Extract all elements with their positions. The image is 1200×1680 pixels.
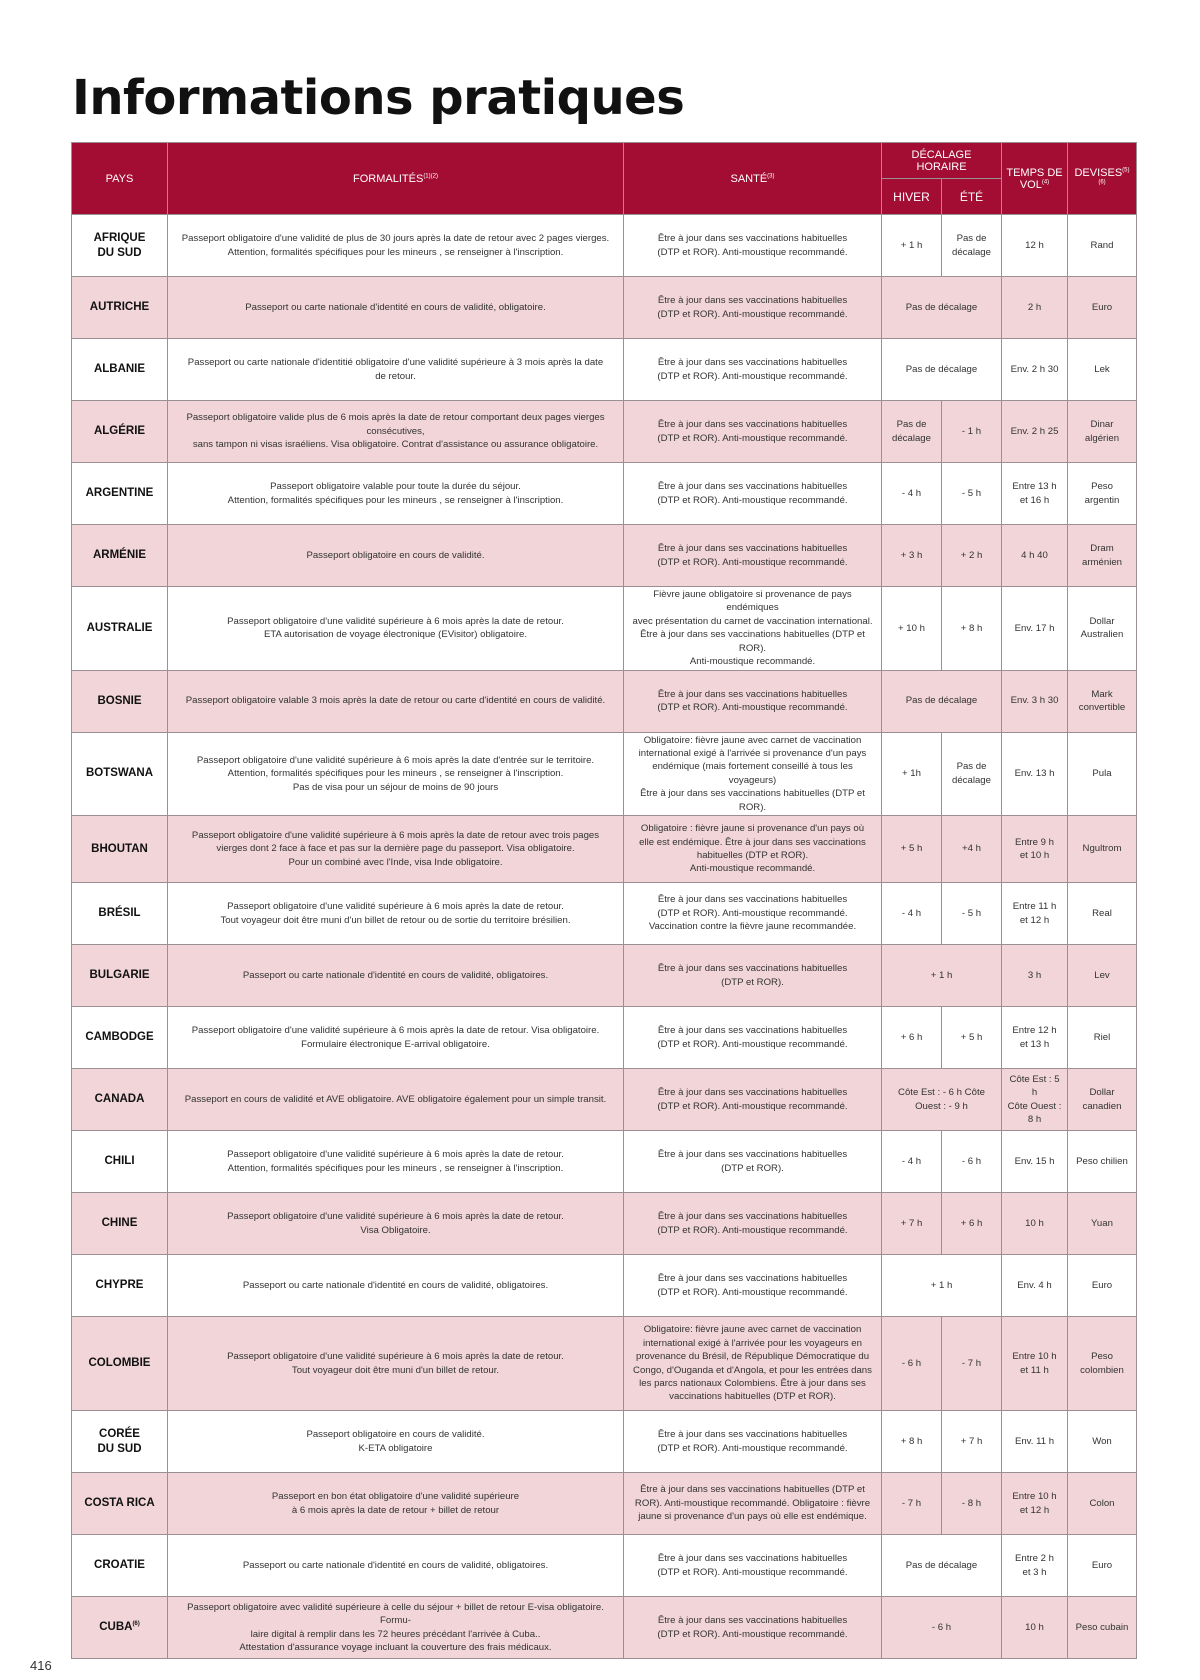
table-row bbox=[72, 670, 1137, 732]
country-cell: BHOUTAN bbox=[72, 816, 168, 883]
health-cell: Être à jour dans ses vaccinations habituelles (DTP et ROR). Anti-moustique recommandé. bbox=[624, 401, 882, 463]
flight-time-cell: Env. 2 h 25 bbox=[1002, 401, 1068, 463]
health-cell: Être à jour dans ses vaccinations habituelles (DTP et ROR). Anti-moustique recommandé. bbox=[624, 1193, 882, 1255]
health-cell: Fièvre jaune obligatoire si provenance de pays endémiques avec présentation du carnet de vaccination international. Être à jour dans ses vaccinations habituelles (DTP et ROR). Anti-moustique recommandé. bbox=[624, 587, 882, 671]
currency-cell: Yuan bbox=[1068, 1193, 1137, 1255]
formalities-cell: Passeport obligatoire en cours de validité. K-ETA obligatoire bbox=[168, 1411, 624, 1473]
formalities-cell: Passeport obligatoire d'une validité supérieure à 6 mois après la date de retour. Tout voyageur doit être muni d'un billet de retour ou de sortie du territoire brésilien. bbox=[168, 883, 624, 945]
table-row bbox=[72, 1411, 1137, 1473]
country-cell: ARGENTINE bbox=[72, 463, 168, 525]
flight-time-cell: Entre 11 h et 12 h bbox=[1002, 883, 1068, 945]
health-cell: Être à jour dans ses vaccinations habituelles (DTP et ROR). Anti-moustique recommandé. bbox=[624, 277, 882, 339]
table-row bbox=[72, 1473, 1137, 1535]
winter-offset-cell: + 7 h bbox=[882, 1193, 942, 1255]
table-row bbox=[72, 277, 1137, 339]
country-cell: ALBANIE bbox=[72, 339, 168, 401]
health-cell: Être à jour dans ses vaccinations habituelles (DTP et ROR). Anti-moustique recommandé. bbox=[624, 1597, 882, 1659]
currency-cell: Peso argentin bbox=[1068, 463, 1137, 525]
country-cell: CANADA bbox=[72, 1069, 168, 1131]
formalities-cell: Passeport obligatoire d'une validité supérieure à 6 mois après la date de retour. Attention, formalités spécifiques pour les mineurs , se renseigner à l'inscription. bbox=[168, 1131, 624, 1193]
formalities-cell: Passeport ou carte nationale d'identité en cours de validité, obligatoires. bbox=[168, 1255, 624, 1317]
table-row bbox=[72, 1597, 1137, 1659]
flight-time-cell: Env. 2 h 30 bbox=[1002, 339, 1068, 401]
formalities-cell: Passeport obligatoire d'une validité supérieure à 6 mois après la date de retour. Tout voyageur doit être muni d'un billet de retour. bbox=[168, 1317, 624, 1411]
page-number: 416 bbox=[30, 1658, 52, 1673]
health-cell: Obligatoire : fièvre jaune si provenance d'un pays où elle est endémique. Être à jour dans ses vaccinations habituelles (DTP et ROR). Anti-moustique recommandé. bbox=[624, 816, 882, 883]
country-cell: COSTA RICA bbox=[72, 1473, 168, 1535]
formalities-cell: Passeport ou carte nationale d'identité en cours de validité, obligatoires. bbox=[168, 1535, 624, 1597]
winter-offset-cell: - 6 h bbox=[882, 1317, 942, 1411]
time-offset-cell: Pas de décalage bbox=[882, 277, 1002, 339]
flight-time-cell: Entre 13 h et 16 h bbox=[1002, 463, 1068, 525]
currency-cell: Rand bbox=[1068, 215, 1137, 277]
header-temps-vol: TEMPS DE VOL$^{(4)}$ bbox=[1002, 143, 1068, 215]
formalities-cell: Passeport obligatoire d'une validité supérieure à 6 mois après la date de retour. ETA autorisation de voyage électronique (EVisitor) obligatoire. bbox=[168, 587, 624, 671]
header-sante: SANTÉ$^{(3)}$ bbox=[624, 143, 882, 215]
summer-offset-cell: + 6 h bbox=[942, 1193, 1002, 1255]
health-cell: Être à jour dans ses vaccinations habituelles (DTP et ROR). Anti-moustique recommandé. bbox=[624, 1069, 882, 1131]
currency-cell: Euro bbox=[1068, 277, 1137, 339]
winter-offset-cell: + 10 h bbox=[882, 587, 942, 671]
currency-cell: Riel bbox=[1068, 1007, 1137, 1069]
currency-cell: Euro bbox=[1068, 1255, 1137, 1317]
currency-cell: Dinar algérien bbox=[1068, 401, 1137, 463]
summer-offset-cell: - 5 h bbox=[942, 883, 1002, 945]
winter-offset-cell: Pas de décalage bbox=[882, 401, 942, 463]
flight-time-cell: 10 h bbox=[1002, 1597, 1068, 1659]
formalities-cell: Passeport ou carte nationale d'identité en cours de validité, obligatoire. bbox=[168, 277, 624, 339]
header-formalites: $FORMALITÉS^{(1)(2)}$ bbox=[168, 143, 624, 215]
table-row bbox=[72, 1131, 1137, 1193]
flight-time-cell: 12 h bbox=[1002, 215, 1068, 277]
flight-time-cell: Entre 2 h et 3 h bbox=[1002, 1535, 1068, 1597]
health-cell: Être à jour dans ses vaccinations habituelles (DTP et ROR). Anti-moustique recommandé. bbox=[624, 1411, 882, 1473]
winter-offset-cell: - 4 h bbox=[882, 883, 942, 945]
formalities-cell: Passeport obligatoire d'une validité supérieure à 6 mois après la date d'entrée sur le territoire. Attention, formalités spécifiques pour les mineurs , se renseigner à l'inscription. Pas de visa pour un séjour de moins de 90 jours bbox=[168, 732, 624, 816]
health-cell: Être à jour dans ses vaccinations habituelles (DTP et ROR). Anti-moustique recommandé. bbox=[624, 670, 882, 732]
table-body bbox=[72, 215, 1137, 1659]
health-cell: Être à jour dans ses vaccinations habituelles (DTP et ROR). Anti-moustique recommandé. bbox=[624, 1007, 882, 1069]
formalities-cell: Passeport obligatoire en cours de validité. bbox=[168, 525, 624, 587]
formalities-cell: Passeport ou carte nationale d'identitié obligatoire d'une validité supérieure à 3 mois après la date de retour. bbox=[168, 339, 624, 401]
winter-offset-cell: - 4 h bbox=[882, 463, 942, 525]
summer-offset-cell: - 5 h bbox=[942, 463, 1002, 525]
health-cell: Être à jour dans ses vaccinations habituelles (DTP et ROR). bbox=[624, 1131, 882, 1193]
header-hiver: HIVER bbox=[882, 179, 942, 215]
table-row bbox=[72, 1255, 1137, 1317]
winter-offset-cell: + 1 h bbox=[882, 215, 942, 277]
country-cell: CHILI bbox=[72, 1131, 168, 1193]
time-offset-cell: Pas de décalage bbox=[882, 339, 1002, 401]
summer-offset-cell: Pas de décalage bbox=[942, 215, 1002, 277]
flight-time-cell: 10 h bbox=[1002, 1193, 1068, 1255]
flight-time-cell: 2 h bbox=[1002, 277, 1068, 339]
time-offset-cell: + 1 h bbox=[882, 945, 1002, 1007]
currency-cell: Won bbox=[1068, 1411, 1137, 1473]
country-cell: CAMBODGE bbox=[72, 1007, 168, 1069]
flight-time-cell: Entre 9 h et 10 h bbox=[1002, 816, 1068, 883]
header-devises: $DEVISES^{(5)(6)}$ bbox=[1068, 143, 1137, 215]
summer-offset-cell: + 8 h bbox=[942, 587, 1002, 671]
summer-offset-cell: + 5 h bbox=[942, 1007, 1002, 1069]
table-row bbox=[72, 816, 1137, 883]
table-row bbox=[72, 883, 1137, 945]
country-cell: AUTRICHE bbox=[72, 277, 168, 339]
table-row bbox=[72, 1069, 1137, 1131]
winter-offset-cell: - 4 h bbox=[882, 1131, 942, 1193]
country-cell: CROATIE bbox=[72, 1535, 168, 1597]
flight-time-cell: Env. 15 h bbox=[1002, 1131, 1068, 1193]
flight-time-cell: Entre 10 h et 11 h bbox=[1002, 1317, 1068, 1411]
country-cell: BRÉSIL bbox=[72, 883, 168, 945]
formalities-cell: Passeport obligatoire valable 3 mois après la date de retour ou carte d'identité en cours de validité. bbox=[168, 670, 624, 732]
country-cell: BOTSWANA bbox=[72, 732, 168, 816]
formalities-cell: Passeport ou carte nationale d'identité en cours de validité, obligatoires. bbox=[168, 945, 624, 1007]
currency-cell: Colon bbox=[1068, 1473, 1137, 1535]
currency-cell: Dollar Australien bbox=[1068, 587, 1137, 671]
time-offset-cell: Pas de décalage bbox=[882, 670, 1002, 732]
country-cell: CORÉE DU SUD bbox=[72, 1411, 168, 1473]
formalities-cell: Passeport obligatoire d'une validité de plus de 30 jours après la date de retour avec 2 pages vierges. Attention, formalités spécifiques pour les mineurs , se renseigner à l'inscription. bbox=[168, 215, 624, 277]
formalities-cell: Passeport en bon état obligatoire d'une validité supérieure à 6 mois après la date de retour + billet de retour bbox=[168, 1473, 624, 1535]
formalities-cell: Passeport obligatoire d'une validité supérieure à 6 mois après la date de retour avec trois pages vierges dont 2 face à face et pas sur la dernière page du passeport. Visa obligatoire. Pour un combiné avec l'Inde, visa Inde obligatoire. bbox=[168, 816, 624, 883]
health-cell: Être à jour dans ses vaccinations habituelles (DTP et ROR). Anti-moustique recommandé. bbox=[624, 215, 882, 277]
country-cell: AFRIQUE DU SUD bbox=[72, 215, 168, 277]
flight-time-cell: Env. 17 h bbox=[1002, 587, 1068, 671]
health-cell: Obligatoire: fièvre jaune avec carnet de vaccination international exigé à l'arrivée pour les voyageurs en provenance du Brésil, de République Démocratique du Congo, d'Ouganda et d'Angola, et pour les entrées dans les parcs nationaux Colombiens. Être à jour dans ses vaccinations habituelles (DTP et ROR). bbox=[624, 1317, 882, 1411]
header-pays: PAYS bbox=[72, 143, 168, 215]
table-row bbox=[72, 1193, 1137, 1255]
country-cell: ARMÉNIE bbox=[72, 525, 168, 587]
country-footnote: (6) bbox=[132, 1621, 140, 1628]
summer-offset-cell: + 2 h bbox=[942, 525, 1002, 587]
table-header bbox=[72, 143, 1137, 215]
health-cell: Être à jour dans ses vaccinations habituelles (DTP et ROR). Anti-moustique recommandé. bbox=[624, 339, 882, 401]
winter-offset-cell: + 1h bbox=[882, 732, 942, 816]
currency-cell: Real bbox=[1068, 883, 1137, 945]
currency-cell: Pula bbox=[1068, 732, 1137, 816]
formalities-cell: Passeport obligatoire d'une validité supérieure à 6 mois après la date de retour. Visa Obligatoire. bbox=[168, 1193, 624, 1255]
practical-info-table bbox=[71, 142, 1137, 1659]
time-offset-cell: + 1 h bbox=[882, 1255, 1002, 1317]
currency-cell: Lek bbox=[1068, 339, 1137, 401]
health-cell: Être à jour dans ses vaccinations habituelles (DTP et ROR). Anti-moustique recommandé. Vaccination contre la fièvre jaune recommandée. bbox=[624, 883, 882, 945]
summer-offset-cell: - 7 h bbox=[942, 1317, 1002, 1411]
flight-time-cell: Env. 4 h bbox=[1002, 1255, 1068, 1317]
currency-cell: Peso chilien bbox=[1068, 1131, 1137, 1193]
summer-offset-cell: + 7 h bbox=[942, 1411, 1002, 1473]
currency-cell: Dram arménien bbox=[1068, 525, 1137, 587]
table-row bbox=[72, 215, 1137, 277]
country-cell: CUBA$^{(6)}$ bbox=[72, 1597, 168, 1659]
flight-time-cell: Entre 12 h et 13 h bbox=[1002, 1007, 1068, 1069]
summer-offset-cell: - 1 h bbox=[942, 401, 1002, 463]
formalities-cell: Passeport en cours de validité et AVE obligatoire. AVE obligatoire également pour un simple transit. bbox=[168, 1069, 624, 1131]
page-title: Informations pratiques bbox=[72, 70, 685, 126]
flight-time-cell: Entre 10 h et 12 h bbox=[1002, 1473, 1068, 1535]
header-decalage: DÉCALAGE HORAIRE bbox=[882, 143, 1002, 179]
flight-time-cell: Env. 3 h 30 bbox=[1002, 670, 1068, 732]
currency-cell: Mark convertible bbox=[1068, 670, 1137, 732]
country-cell: BULGARIE bbox=[72, 945, 168, 1007]
country-cell: CHINE bbox=[72, 1193, 168, 1255]
time-offset-cell: Côte Est : - 6 h Côte Ouest : - 9 h bbox=[882, 1069, 1002, 1131]
currency-cell: Dollar canadien bbox=[1068, 1069, 1137, 1131]
country-cell: ALGÉRIE bbox=[72, 401, 168, 463]
currency-cell: Peso cubain bbox=[1068, 1597, 1137, 1659]
time-offset-cell: Pas de décalage bbox=[882, 1535, 1002, 1597]
flight-time-cell: 3 h bbox=[1002, 945, 1068, 1007]
country-cell: COLOMBIE bbox=[72, 1317, 168, 1411]
summer-offset-cell: - 6 h bbox=[942, 1131, 1002, 1193]
summer-offset-cell: +4 h bbox=[942, 816, 1002, 883]
winter-offset-cell: + 3 h bbox=[882, 525, 942, 587]
table-row bbox=[72, 587, 1137, 671]
country-cell: AUSTRALIE bbox=[72, 587, 168, 671]
currency-cell: Ngultrom bbox=[1068, 816, 1137, 883]
table-row bbox=[72, 1007, 1137, 1069]
formalities-cell: Passeport obligatoire valide plus de 6 mois après la date de retour comportant deux pages vierges consécutives, sans tampon ni visas israéliens. Visa obligatoire. Contrat d'assistance ou assurance obligatoire. bbox=[168, 401, 624, 463]
flight-time-cell: Env. 13 h bbox=[1002, 732, 1068, 816]
table-row bbox=[72, 525, 1137, 587]
health-cell: Être à jour dans ses vaccinations habituelles (DTP et ROR). Anti-moustique recommandé. bbox=[624, 525, 882, 587]
currency-cell: Peso colombien bbox=[1068, 1317, 1137, 1411]
table-row bbox=[72, 732, 1137, 816]
flight-time-cell: 4 h 40 bbox=[1002, 525, 1068, 587]
winter-offset-cell: + 6 h bbox=[882, 1007, 942, 1069]
country-cell: CHYPRE bbox=[72, 1255, 168, 1317]
table-row bbox=[72, 1317, 1137, 1411]
table-row bbox=[72, 339, 1137, 401]
winter-offset-cell: + 5 h bbox=[882, 816, 942, 883]
health-cell: Obligatoire: fièvre jaune avec carnet de vaccination international exigé à l'arrivée si provenance d'un pays endémique (mais fortement conseillé à tous les voyageurs) Être à jour dans ses vaccinations habituelles (DTP et ROR). bbox=[624, 732, 882, 816]
table-row bbox=[72, 945, 1137, 1007]
currency-cell: Euro bbox=[1068, 1535, 1137, 1597]
country-cell: BOSNIE bbox=[72, 670, 168, 732]
formalities-cell: Passeport obligatoire valable pour toute la durée du séjour. Attention, formalités spécifiques pour les mineurs , se renseigner à l'inscription. bbox=[168, 463, 624, 525]
formalities-cell: Passeport obligatoire avec validité supérieure à celle du séjour + billet de retour E-visa obligatoire. Formu- laire digital à remplir dans les 72 heures précédant l'arrivée à Cuba.. Attestation d'assurance voyage incluant la couverture des frais médicaux. bbox=[168, 1597, 624, 1659]
header-ete: ÉTÉ bbox=[942, 179, 1002, 215]
currency-cell: Lev bbox=[1068, 945, 1137, 1007]
winter-offset-cell: - 7 h bbox=[882, 1473, 942, 1535]
health-cell: Être à jour dans ses vaccinations habituelles (DTP et ROR). Anti-moustique recommandé. bbox=[624, 1255, 882, 1317]
table-row bbox=[72, 1535, 1137, 1597]
formalities-cell: Passeport obligatoire d'une validité supérieure à 6 mois après la date de retour. Visa obligatoire. Formulaire électronique E-arrival obligatoire. bbox=[168, 1007, 624, 1069]
summer-offset-cell: Pas de décalage bbox=[942, 732, 1002, 816]
table-row bbox=[72, 463, 1137, 525]
time-offset-cell: - 6 h bbox=[882, 1597, 1002, 1659]
winter-offset-cell: + 8 h bbox=[882, 1411, 942, 1473]
table-row bbox=[72, 401, 1137, 463]
flight-time-cell: Env. 11 h bbox=[1002, 1411, 1068, 1473]
health-cell: Être à jour dans ses vaccinations habituelles (DTP et ROR). Anti-moustique recommandé. bbox=[624, 463, 882, 525]
health-cell: Être à jour dans ses vaccinations habituelles (DTP et ROR). Anti-moustique recommandé. Obligatoire : fièvre jaune si provenance d'un pays où elle est endémique. bbox=[624, 1473, 882, 1535]
health-cell: Être à jour dans ses vaccinations habituelles (DTP et ROR). bbox=[624, 945, 882, 1007]
health-cell: Être à jour dans ses vaccinations habituelles (DTP et ROR). Anti-moustique recommandé. bbox=[624, 1535, 882, 1597]
flight-time-cell: Côte Est : 5 h Côte Ouest : 8 h bbox=[1002, 1069, 1068, 1131]
summer-offset-cell: - 8 h bbox=[942, 1473, 1002, 1535]
